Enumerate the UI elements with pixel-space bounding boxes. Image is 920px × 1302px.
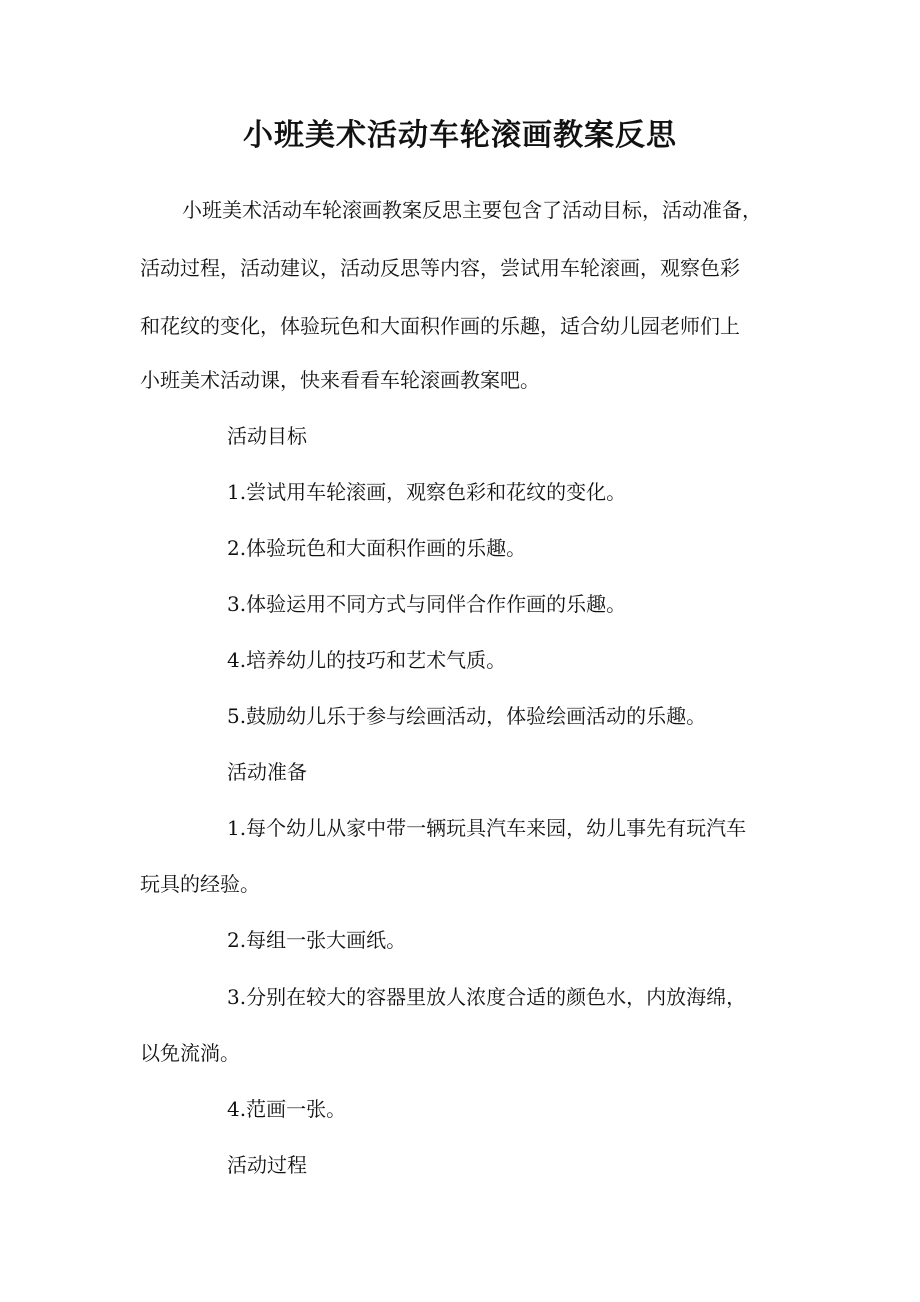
goal-item-2: 2.体验玩色和大面积作画的乐趣。 [227,536,527,560]
preparation-heading: 活动准备 [227,760,307,784]
preparation-item-2: 2.每组一张大画纸。 [227,928,407,952]
intro-line-3: 和花纹的变化，体验玩色和大面积作画的乐趣，适合幼儿园老师们上 [140,314,740,338]
document-title: 小班美术活动车轮滚画教案反思 [243,118,677,153]
preparation-item-1-line-2: 玩具的经验。 [140,872,260,896]
goal-item-4: 4.培养幼儿的技巧和艺术气质。 [227,648,507,672]
preparation-item-4: 4.范画一张。 [227,1097,347,1121]
goal-item-3: 3.体验运用不同方式与同伴合作作画的乐趣。 [227,592,627,616]
goal-item-5: 5.鼓励幼儿乐于参与绘画活动，体验绘画活动的乐趣。 [227,704,707,728]
goal-item-1: 1.尝试用车轮滚画，观察色彩和花纹的变化。 [227,480,627,504]
process-heading: 活动过程 [227,1153,307,1177]
intro-line-2: 活动过程，活动建议，活动反思等内容，尝试用车轮滚画，观察色彩 [140,256,740,280]
intro-line-4: 小班美术活动课，快来看看车轮滚画教案吧。 [140,368,540,392]
goals-heading: 活动目标 [227,424,307,448]
preparation-item-3-line-2: 以免流淌。 [140,1041,240,1065]
intro-line-1: 小班美术活动车轮滚画教案反思主要包含了活动目标，活动准备， [182,198,762,222]
preparation-item-3-line-1: 3.分别在较大的容器里放人浓度合适的颜色水，内放海绵， [227,985,747,1009]
preparation-item-1-line-1: 1.每个幼儿从家中带一辆玩具汽车来园，幼儿事先有玩汽车 [227,816,747,840]
